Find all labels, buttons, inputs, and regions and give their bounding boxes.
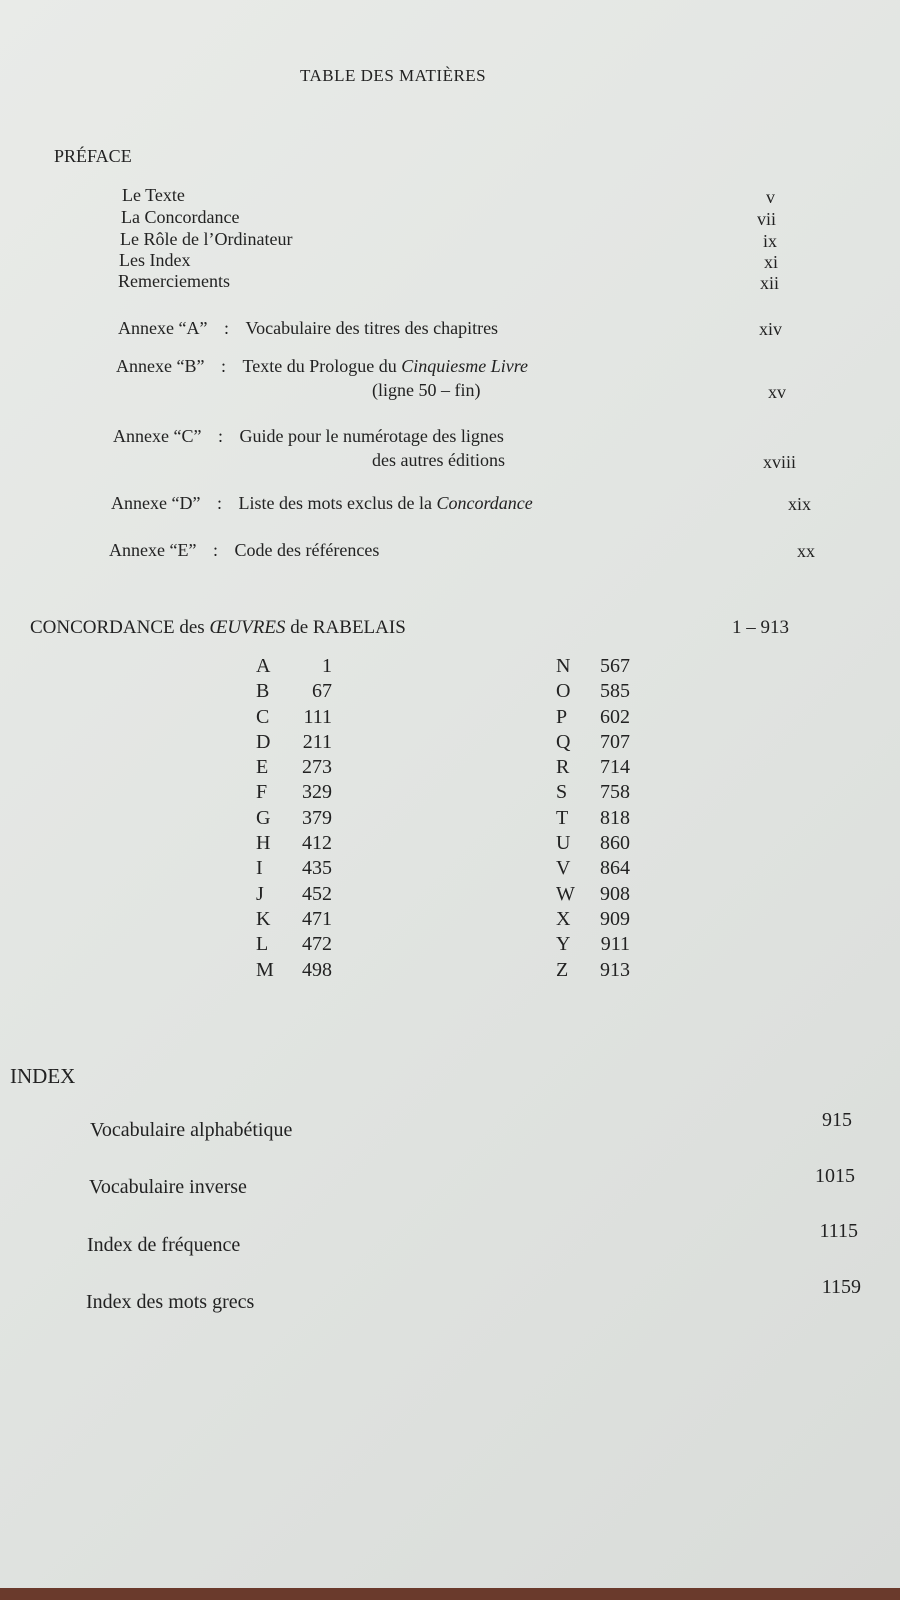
annex-sep: : [217, 426, 223, 446]
annex-sep: : [223, 318, 229, 338]
annex-a [118, 318, 498, 339]
annex-text: Guide pour le numérotage des lignes [239, 426, 504, 446]
index-item-page: 915 [822, 1109, 852, 1131]
letter-row: N 567 [556, 655, 630, 677]
annex-e [109, 540, 379, 561]
annex-text-italic: Concordance [436, 493, 533, 513]
annex-sep: : [220, 356, 226, 376]
preface-item: Le Texte [122, 185, 185, 205]
page-title: TABLE DES MATIÈRES [300, 66, 487, 85]
annex-sep: : [212, 540, 218, 560]
preface-item-page: xii [759, 273, 779, 293]
page-edge [0, 1588, 900, 1600]
annex-text: Code des références [234, 540, 380, 560]
annex-label: Annexe “A” [118, 318, 208, 338]
index-item-page: 1115 [819, 1220, 858, 1242]
index-item: Index des mots grecs [86, 1291, 255, 1313]
annex-label: Annexe “E” [109, 540, 197, 560]
preface-item-page: xi [763, 252, 778, 272]
letter-row: U 860 [556, 832, 630, 855]
letter-row: S 758 [556, 781, 630, 804]
index-item-page: 1015 [815, 1165, 855, 1187]
letter-row: M 498 [256, 958, 332, 981]
annex-text-line2: (ligne 50 – fin) [372, 380, 481, 400]
index-item-page: 1159 [821, 1276, 861, 1298]
letter-row: V 864 [556, 857, 630, 880]
letter-row: O 585 [556, 680, 630, 703]
letters-left-column [256, 654, 332, 983]
preface-item-page: v [766, 187, 775, 207]
concordance-heading [30, 617, 406, 639]
letter-row: Q 707 [556, 730, 630, 753]
concordance-heading-italic: ŒUVRES [209, 617, 286, 638]
annex-text: Texte du Prologue du [242, 356, 402, 376]
preface-item-page: vii [756, 209, 776, 229]
letter-row: W 908 [556, 882, 630, 905]
letter-row: L 472 [256, 933, 332, 956]
annex-d [111, 493, 533, 514]
letter-row: H 412 [256, 832, 332, 855]
letter-row: E 273 [256, 756, 332, 779]
letter-row: T 818 [556, 806, 630, 829]
index-item: Index de fréquence [87, 1234, 241, 1256]
annex-sep: : [216, 493, 222, 513]
annex-page: xviii [762, 452, 796, 472]
letter-row: K 471 [256, 907, 332, 930]
annex-page: xx [797, 541, 815, 561]
letter-row: F 329 [256, 781, 332, 804]
annex-page: xv [768, 382, 786, 402]
preface-item: Le Rôle de l’Ordinateur [120, 229, 293, 249]
preface-item: Les Index [119, 250, 191, 270]
letter-row: C 111 [256, 705, 332, 728]
concordance-heading-post: de RABELAIS [285, 617, 406, 638]
annex-c [113, 426, 504, 447]
annex-label: Annexe “C” [113, 426, 202, 446]
preface-item: Remerciements [118, 271, 230, 291]
annex-page: xix [787, 494, 811, 514]
annex-text-line2: des autres éditions [372, 450, 505, 470]
index-heading: INDEX [10, 1064, 76, 1088]
letter-row: J 452 [256, 882, 332, 905]
letter-row: B 67 [256, 680, 332, 703]
preface-item: La Concordance [121, 207, 240, 227]
letter-row: I 435 [256, 857, 332, 880]
index-item: Vocabulaire inverse [89, 1176, 247, 1198]
letter-row: Z 913 [556, 958, 630, 981]
letter-row: A 1 [256, 655, 332, 677]
preface-heading: PRÉFACE [54, 146, 132, 166]
concordance-pages: 1 – 913 [732, 617, 789, 638]
preface-item-page: ix [762, 231, 777, 251]
annex-text: Liste des mots exclus de la [238, 493, 437, 513]
letter-row: P 602 [556, 705, 630, 728]
annex-label: Annexe “D” [111, 493, 201, 513]
annex-text-italic: Cinquiesme Livre [401, 356, 529, 376]
letter-row: X 909 [556, 907, 630, 930]
annex-b [116, 356, 528, 377]
index-item: Vocabulaire alphabétique [90, 1119, 293, 1141]
letter-row: Y 911 [556, 933, 630, 956]
concordance-heading-pre: CONCORDANCE des [30, 617, 210, 638]
letter-row: D 211 [256, 730, 332, 753]
annex-page: xiv [758, 319, 782, 339]
letter-row: R 714 [556, 756, 630, 779]
annex-label: Annexe “B” [116, 356, 205, 376]
letters-right-column [556, 654, 630, 983]
letter-row: G 379 [256, 806, 332, 829]
annex-text: Vocabulaire des titres des chapitres [245, 318, 499, 338]
